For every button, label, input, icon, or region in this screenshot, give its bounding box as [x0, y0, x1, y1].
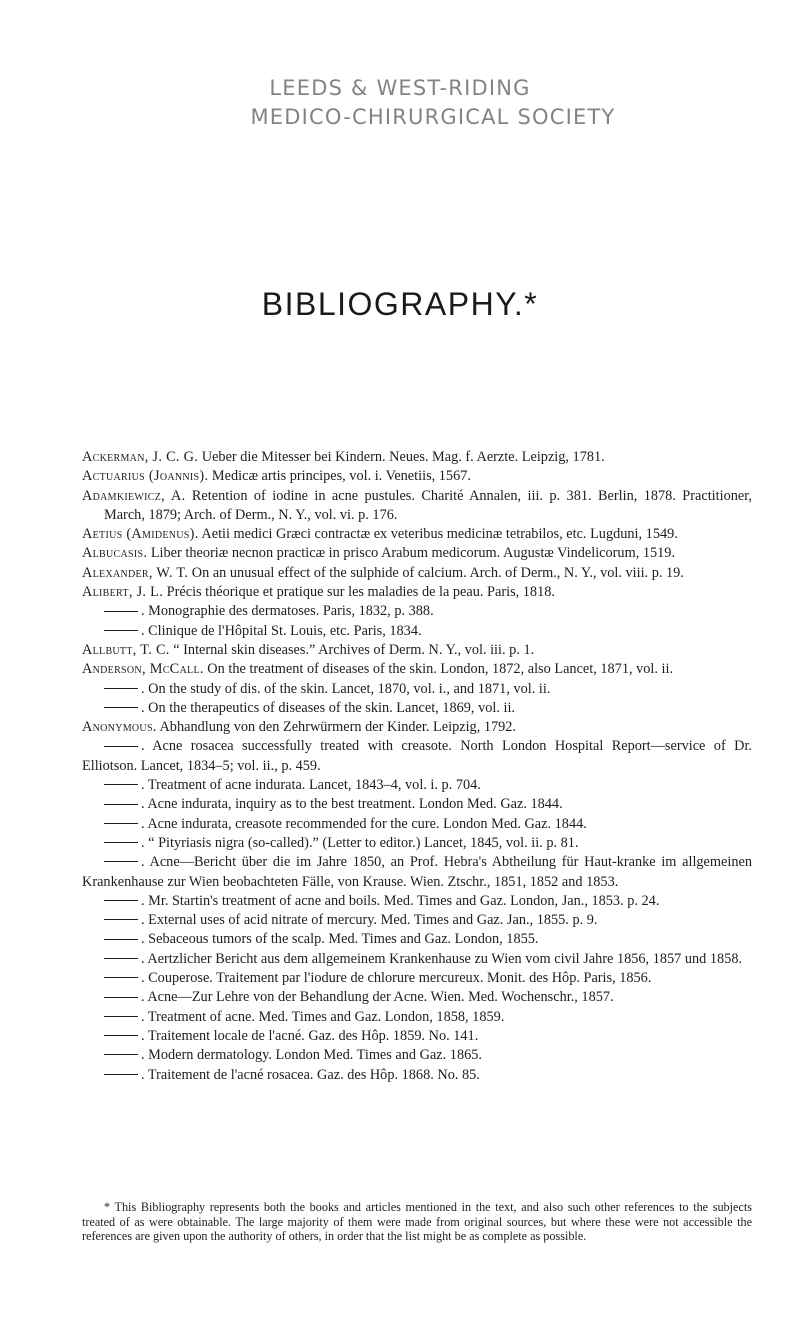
bibliography-entry: [82, 969, 752, 988]
entry-author: Ackerman, J. C. G.: [82, 449, 199, 465]
ditto-dash: [104, 861, 138, 862]
bibliography-entry: [82, 448, 752, 467]
bibliography-entry: [82, 583, 752, 602]
ditto-dash: [104, 958, 138, 959]
bibliography-entry: [82, 602, 752, 621]
ditto-dash: [104, 1074, 138, 1075]
ditto-dash: [104, 611, 138, 612]
entry-text: . Monographie des dermatoses. Paris, 1832, p. 388.: [141, 603, 434, 620]
entry-author: Alibert, J. L.: [82, 584, 164, 601]
page-title: BIBLIOGRAPHY.*: [261, 286, 539, 322]
entry-text: . Modern dermatology. London Med. Times and Gaz. 1865.: [141, 1047, 482, 1064]
ditto-dash: [104, 977, 138, 978]
entry-text: . External uses of acid nitrate of mercury. Med. Times and Gaz. Jan., 1855. p. 9.: [141, 912, 598, 929]
entry-text: . Acne indurata, inquiry as to the best treatment. London Med. Gaz. 1844.: [141, 796, 563, 813]
bibliography-entry: [82, 660, 752, 679]
entry-text: Ueber die Mitesser bei Kindern. Neues. Mag. f. Aerzte. Leipzig, 1781.: [198, 449, 605, 465]
stamp-line-2: MEDICO-CHIRURGICAL SOCIETY: [250, 105, 616, 129]
entry-author: Aetius (Amidenus).: [82, 526, 199, 543]
bibliography-entry: [82, 641, 752, 660]
entry-text: Liber theoriæ necnon practicæ in prisco Arabum medicorum. Augustæ Vindelicorum, 1519.: [147, 545, 676, 562]
entry-text: . Acne—Bericht über die im Jahre 1850, an Prof. Hebra's Abtheilung für Haut-kranke im allgemeinen Krankenhause zur Wien beobachteten Fälle, von Krause. Wien. Ztschr., 1851, 1852 and 1853.: [82, 854, 752, 890]
bibliography-entry: [82, 911, 752, 930]
entry-text: . Treatment of acne. Med. Times and Gaz. London, 1858, 1859.: [141, 1008, 505, 1025]
entry-text: On the treatment of diseases of the skin. London, 1872, also Lancet, 1871, vol. ii.: [203, 661, 674, 678]
bibliography-entry: [82, 564, 752, 583]
ditto-dash: [104, 784, 138, 785]
bibliography-entry: [82, 680, 752, 699]
bibliography-list: [82, 448, 752, 1085]
entry-text: Retention of iodine in acne pustules. Charité Annalen, iii. p. 381. Berlin, 1878. Practitioner, March, 1879; Arch. of Derm., N. Y., vol. vi. p. 176.: [104, 487, 752, 523]
entry-text: Medicæ artis principes, vol. i. Venetiis, 1567.: [208, 468, 471, 485]
ditto-dash: [104, 919, 138, 920]
bibliography-entry: [82, 487, 752, 526]
bibliography-entry: [82, 853, 752, 892]
ditto-dash: [104, 630, 138, 631]
bibliography-entry: [82, 815, 752, 834]
entry-author: Anonymous.: [82, 719, 157, 736]
entry-author: Actuarius (Joannis).: [82, 468, 209, 485]
bibliography-entry: [82, 776, 752, 795]
entry-text: Aetii medici Græci contractæ ex veteribus medicinæ tetrabilos, etc. Lugduni, 1549.: [198, 526, 678, 543]
bibliography-entry: [82, 1008, 752, 1027]
entry-text: . Acne indurata, creasote recommended for the cure. London Med. Gaz. 1844.: [141, 815, 587, 832]
bibliography-entry: [82, 1027, 752, 1046]
entry-text: . Couperose. Traitement par l'iodure de chlorure mercureux. Monit. des Hôp. Paris, 1856.: [141, 970, 652, 987]
entry-text: . Acne rosacea successfully treated with creasote. North London Hospital Report—service of Dr. Elliotson. Lancet, 1834–5; vol. ii., p. 459.: [82, 738, 752, 774]
entry-text: Abhandlung von den Zehrwürmern der Kinder. Leipzig, 1792.: [156, 719, 517, 736]
bibliography-entry: [82, 1046, 752, 1065]
ditto-dash: [104, 939, 138, 940]
entry-text: Précis théorique et pratique sur les maladies de la peau. Paris, 1818.: [163, 584, 555, 601]
bibliography-entry: [82, 988, 752, 1007]
entry-text: . On the study of dis. of the skin. Lancet, 1870, vol. i., and 1871, vol. ii.: [141, 680, 551, 697]
entry-text: . Traitement de l'acné rosacea. Gaz. des Hôp. 1868. No. 85.: [141, 1066, 480, 1083]
ditto-dash: [104, 804, 138, 805]
entry-author: Anderson, McCall.: [82, 661, 204, 678]
entry-author: Albucasis.: [82, 545, 148, 562]
entry-author: Alexander, W. T.: [82, 564, 189, 581]
ditto-dash: [104, 842, 138, 843]
bibliography-entry: [82, 467, 752, 486]
entry-text: . Treatment of acne indurata. Lancet, 1843–4, vol. i. p. 704.: [141, 777, 481, 794]
ditto-dash: [104, 1054, 138, 1055]
bibliography-entry: [82, 737, 752, 776]
stamp-line-1: LEEDS & WEST-RIDING: [269, 76, 531, 100]
entry-text: . On the therapeutics of diseases of the skin. Lancet, 1869, vol. ii.: [141, 699, 516, 716]
ditto-dash: [104, 746, 138, 747]
bibliography-entry: [82, 930, 752, 949]
bibliography-entry: [82, 950, 752, 969]
bibliography-entry: [82, 1066, 752, 1085]
entry-text: “ Internal skin diseases.” Archives of Derm. N. Y., vol. iii. p. 1.: [169, 641, 535, 658]
library-stamp: [0, 74, 800, 132]
bibliography-entry: [82, 525, 752, 544]
ditto-dash: [104, 688, 138, 689]
ditto-dash: [104, 1016, 138, 1017]
bibliography-entry: [82, 718, 752, 737]
entry-text: . Acne—Zur Lehre von der Behandlung der Acne. Wien. Med. Wochenschr., 1857.: [141, 989, 614, 1006]
ditto-dash: [104, 900, 138, 901]
ditto-dash: [104, 707, 138, 708]
footnote: * This Bibliography represents both the books and articles mentioned in the text, and also such other references to the subjects treated of as were obtainable. The large majority of them were made from original sources, but where these were not accessible the references are given upon the authority of others, in order that the list might be as complete as possible.: [82, 1200, 752, 1244]
entry-author: Adamkiewicz, A.: [82, 487, 186, 504]
ditto-dash: [104, 997, 138, 998]
bibliography-entry: [82, 795, 752, 814]
entry-text: . “ Pityriasis nigra (so-called).” (Letter to editor.) Lancet, 1845, vol. ii. p. 81.: [141, 834, 579, 851]
bibliography-entry: [82, 544, 752, 563]
entry-text: On an unusual effect of the sulphide of calcium. Arch. of Derm., N. Y., vol. viii. p. 19.: [188, 564, 684, 581]
entry-text: . Mr. Startin's treatment of acne and boils. Med. Times and Gaz. London, Jan., 1853. p. 24.: [141, 892, 660, 909]
bibliography-entry: [82, 622, 752, 641]
entry-author: Allbutt, T. C.: [82, 641, 170, 658]
entry-text: . Aertzlicher Bericht aus dem allgemeinem Krankenhause zu Wien vom civil Jahre 1856, 1857 und 1858.: [141, 950, 743, 967]
entry-text: . Sebaceous tumors of the scalp. Med. Times and Gaz. London, 1855.: [141, 931, 539, 948]
ditto-dash: [104, 1035, 138, 1036]
bibliography-entry: [82, 699, 752, 718]
entry-text: . Traitement locale de l'acné. Gaz. des Hôp. 1859. No. 141.: [141, 1027, 479, 1044]
entry-text: . Clinique de l'Hôpital St. Louis, etc. Paris, 1834.: [141, 622, 422, 639]
ditto-dash: [104, 823, 138, 824]
bibliography-entry: [82, 834, 752, 853]
bibliography-entry: [82, 892, 752, 911]
